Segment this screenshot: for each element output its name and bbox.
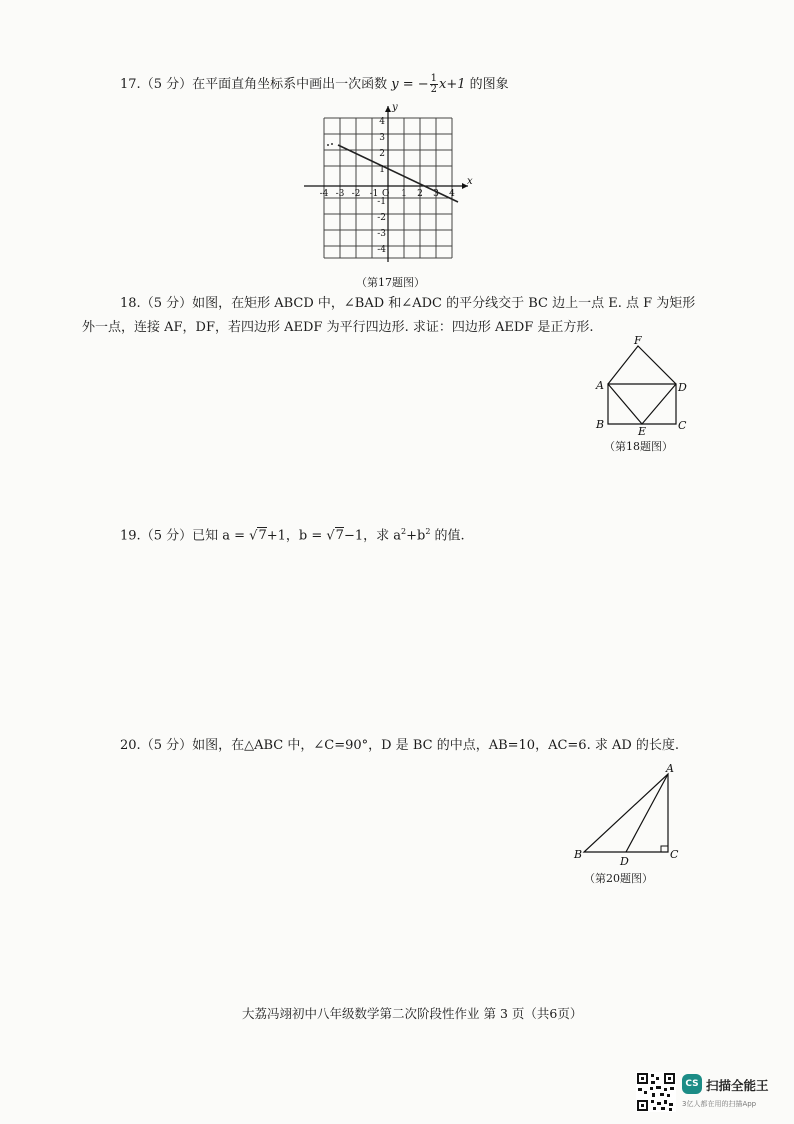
- q20-segment-ad: [626, 774, 668, 852]
- q17-ytick: -1: [377, 197, 386, 207]
- q17-ytick: -3: [377, 229, 386, 239]
- q17-xtick: -2: [351, 189, 361, 199]
- q17-xtick: 4: [449, 189, 455, 199]
- q17-xtick: -3: [335, 189, 345, 199]
- q17-statement: [120, 74, 509, 95]
- q17-fraction: $\frac{1}{2}$: [430, 73, 438, 95]
- q17-ytick: 1: [379, 165, 385, 175]
- q18-label-c: C: [678, 419, 687, 432]
- q18-line1: [120, 294, 695, 314]
- q20-number: 20.: [120, 738, 141, 753]
- q20-points: （5 分）: [140, 738, 193, 753]
- q20-text: 如图，在△ABC 中，∠C=90°，D 是 BC 的中点，AB=10，AC=6. 求 AD 的长度.: [192, 738, 680, 753]
- q17-xtick: -4: [319, 189, 329, 199]
- q19-statement: 19.（5 分）已知 a = √7+1，b = √7−1，求 $a^2+b^2$ 的值.: [120, 527, 465, 544]
- q17-ytick: -2: [377, 213, 386, 223]
- page-footer: 大荔冯翊初中八年级数学第二次阶段性作业 第 3 页（共6页）: [242, 1006, 583, 1021]
- q17-ytick: 2: [379, 149, 385, 159]
- qr-code-icon: [636, 1072, 676, 1112]
- q17-caption: （第17题图）: [356, 276, 425, 289]
- q18-rectangle: [608, 384, 676, 424]
- q17-coordinate-grid: [296, 100, 480, 266]
- q20-label-a: A: [666, 762, 674, 775]
- q19-number: 19.: [120, 528, 141, 544]
- q17-xtick: 3: [433, 189, 439, 199]
- q17-ytick: 3: [379, 133, 385, 143]
- q17-formula-lhs: y = −: [391, 77, 429, 92]
- q19-radicand-1: 7: [258, 528, 267, 544]
- q20-statement: [120, 736, 679, 756]
- q18-points: （5 分）: [140, 296, 193, 311]
- q20-figure: [570, 760, 686, 868]
- q18-number: 18.: [120, 296, 141, 311]
- q20-right-angle-mark: [661, 846, 668, 852]
- q18-caption: （第18题图）: [604, 440, 673, 453]
- q18-text-line1: 如图，在矩形 ABCD 中，∠BAD 和∠ADC 的平分线交于 BC 边上一点 E. 点 F 为矩形: [192, 296, 696, 311]
- q17-ytick: 4: [379, 117, 385, 127]
- q20-label-d: D: [620, 855, 629, 868]
- q18-label-e: E: [638, 425, 647, 436]
- q17-xtick: 1: [401, 189, 407, 199]
- camscanner-logo-icon: CS: [682, 1074, 702, 1094]
- q18-label-a: A: [596, 379, 604, 392]
- q17-xtick: 2: [417, 189, 423, 199]
- camscanner-name: 扫描全能王: [706, 1078, 769, 1093]
- q18-bisectors: [608, 384, 676, 424]
- q17-x-label: x: [467, 176, 473, 187]
- q19-radicand-2: 7: [335, 528, 344, 544]
- q19-points: （5 分）: [140, 528, 193, 544]
- q17-text: 在平面直角坐标系中画出一次函数: [192, 77, 388, 92]
- q17-points: （5 分）: [140, 77, 193, 92]
- q17-origin: O: [382, 189, 390, 199]
- q18-label-f: F: [634, 334, 642, 347]
- q20-triangle: [584, 774, 668, 852]
- q20-label-b: B: [574, 848, 583, 861]
- q17-ytick: -4: [377, 245, 386, 255]
- q18-figure: [592, 334, 696, 436]
- q17-y-label: y: [392, 102, 398, 113]
- q20-label-c: C: [670, 848, 679, 861]
- q17-formula-rhs: x+1: [439, 77, 466, 92]
- q20-caption: （第20题图）: [584, 872, 653, 885]
- q18-label-d: D: [678, 381, 687, 394]
- q17-text-end: 的图象: [469, 77, 509, 92]
- q18-label-b: B: [596, 418, 605, 431]
- q18-af-df: [608, 346, 676, 384]
- q17-number: 17.: [120, 77, 141, 92]
- camscanner-tagline: 3亿人都在用的扫描App: [682, 1100, 757, 1108]
- q17-xtick: -1: [369, 189, 379, 199]
- q18-line2: 外一点，连接 AF，DF，若四边形 AEDF 为平行四边形. 求证：四边形 AEDF 是正方形.: [82, 320, 594, 335]
